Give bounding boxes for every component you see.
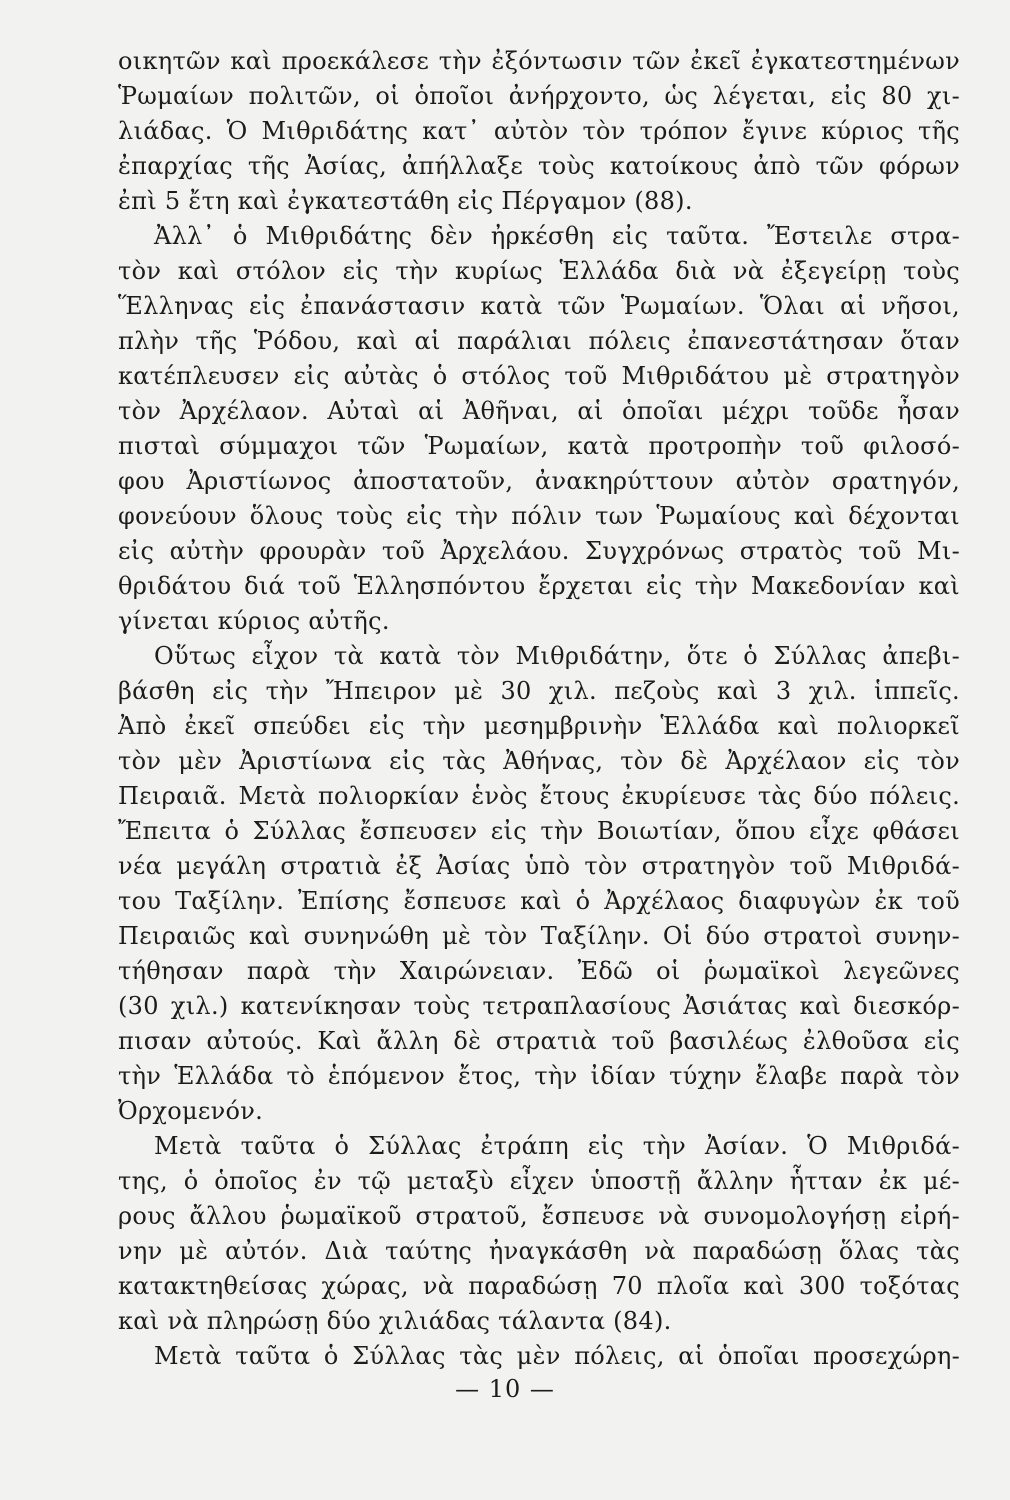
text-line: οικητῶν καὶ προεκάλεσε τὴν ἐξόντωσιν τῶν ἐκεῖ ἐγκατεστημένων: [118, 47, 960, 75]
text-line: βάσθη εἰς τὴν Ἤπειρον μὲ 30 χιλ. πεζοὺς καὶ 3 χιλ. ἱππεῖς.: [118, 677, 960, 705]
text-line: πισταὶ σύμμαχοι τῶν Ῥωμαίων, κατὰ προτροπὴν τοῦ φιλοσό-: [118, 432, 960, 460]
text-line: πλὴν τῆς Ῥόδου, καὶ αἱ παράλιαι πόλεις ἐπανεστάτησαν ὅταν: [118, 327, 960, 355]
text-line: φου Ἀριστίωνος ἀποστατοῦν, ἀνακηρύττουν αὐτὸν σρατηγόν,: [118, 467, 960, 495]
text-line: τὸν μὲν Ἀριστίωνα εἰς τὰς Ἀθήνας, τὸν δὲ Ἀρχέλαον εἰς τὸν: [118, 747, 960, 775]
text-line: της, ὁ ὁποῖος ἐν τῷ μεταξὺ εἶχεν ὑποστῇ ἄλλην ἧτταν ἐκ μέ-: [118, 1167, 960, 1195]
text-line: Ἀπὸ ἐκεῖ σπεύδει εἰς τὴν μεσημβρινὴν Ἑλλάδα καὶ πολιορκεῖ: [118, 712, 960, 740]
text-line: ἐπαρχίας τῆς Ἀσίας, ἀπήλλαξε τοὺς κατοίκους ἀπὸ τῶν φόρων: [118, 152, 960, 180]
text-line: Ἔπειτα ὁ Σύλλας ἔσπευσεν εἰς τὴν Βοιωτίαν, ὅπου εἶχε φθάσει: [118, 817, 960, 845]
text-line: νέα μεγάλη στρατιὰ ἐξ Ἀσίας ὑπὸ τὸν στρατηγὸν τοῦ Μιθριδά-: [118, 852, 960, 880]
text-line: νην μὲ αὐτόν. Διὰ ταύτης ἠναγκάσθη νὰ παραδώσῃ ὅλας τὰς: [118, 1237, 960, 1265]
page-number: — 10 —: [455, 1375, 555, 1403]
text-line: Ἀλλ᾽ ὁ Μιθριδάτης δὲν ἠρκέσθη εἰς ταῦτα. Ἔστειλε στρα-: [154, 222, 960, 250]
text-line: τὸν Ἀρχέλαον. Αὐταὶ αἱ Ἀθῆναι, αἱ ὁποῖαι μέχρι τοῦδε ἦσαν: [118, 397, 960, 425]
text-line: κατέπλευσεν εἰς αὐτὰς ὁ στόλος τοῦ Μιθριδάτου μὲ στρατηγὸν: [118, 362, 960, 390]
text-line: τὸν καὶ στόλον εἰς τὴν κυρίως Ἑλλάδα διὰ νὰ ἐξεγείρῃ τοὺς: [118, 257, 960, 285]
text-line: Πειραιᾶ. Μετὰ πολιορκίαν ἑνὸς ἔτους ἐκυρίευσε τὰς δύο πόλεις.: [118, 782, 960, 810]
text-line: ἐπὶ 5 ἔτη καὶ ἐγκατεστάθη εἰς Πέργαμον (88).: [118, 187, 693, 215]
text-line: Μετὰ ταῦτα ὁ Σύλλας τὰς μὲν πόλεις, αἱ ὁποῖαι προσεχώρη-: [154, 1342, 960, 1370]
text-line: Ἕλληνας εἰς ἐπανάστασιν κατὰ τῶν Ῥωμαίων. Ὅλαι αἱ νῆσοι,: [118, 292, 960, 320]
text-line: θριδάτου διά τοῦ Ἑλλησπόντου ἔρχεται εἰς τὴν Μακεδονίαν καὶ: [118, 572, 960, 600]
text-line: κατακτηθείσας χώρας, νὰ παραδώσῃ 70 πλοῖα καὶ 300 τοξότας: [118, 1272, 960, 1300]
text-line: καὶ νὰ πληρώσῃ δύο χιλιάδας τάλαντα (84).: [118, 1307, 672, 1335]
text-line: λιάδας. Ὁ Μιθριδάτης κατ᾽ αὐτὸν τὸν τρόπον ἔγινε κύριος τῆς: [118, 117, 960, 145]
text-line: τήθησαν παρὰ τὴν Χαιρώνειαν. Ἐδῶ οἱ ῥωμαϊκοὶ λεγεῶνες: [118, 957, 960, 985]
text-line: φονεύουν ὅλους τοὺς εἰς τὴν πόλιν των Ῥωμαίους καὶ δέχονται: [118, 502, 960, 530]
text-line: Ὀρχομενόν.: [118, 1097, 264, 1125]
text-line: Οὕτως εἶχον τὰ κατὰ τὸν Μιθριδάτην, ὅτε ὁ Σύλλας ἀπεβι-: [154, 642, 960, 670]
text-line: Ῥωμαίων πολιτῶν, οἱ ὁποῖοι ἀνήρχοντο, ὡς λέγεται, εἰς 80 χι-: [118, 82, 960, 110]
text-line: ρους ἄλλου ῥωμαϊκοῦ στρατοῦ, ἔσπευσε νὰ συνομολογήσῃ εἰρή-: [118, 1202, 960, 1230]
text-line: τὴν Ἑλλάδα τὸ ἑπόμενον ἔτος, τὴν ἰδίαν τύχην ἔλαβε παρὰ τὸν: [118, 1062, 960, 1090]
text-line: Πειραιῶς καὶ συνηνώθη μὲ τὸν Ταξίλην. Οἱ δύο στρατοὶ συνην-: [118, 922, 960, 950]
text-line: πισαν αὐτούς. Καὶ ἄλλη δὲ στρατιὰ τοῦ βασιλέως ἐλθοῦσα εἰς: [118, 1027, 960, 1055]
text-line: του Ταξίλην. Ἐπίσης ἔσπευσε καὶ ὁ Ἀρχέλαος διαφυγὼν ἐκ τοῦ: [118, 887, 960, 915]
text-line: Μετὰ ταῦτα ὁ Σύλλας ἐτράπη εἰς τὴν Ἀσίαν. Ὁ Μιθριδά-: [154, 1132, 960, 1160]
body-text: [118, 44, 960, 1374]
text-line: εἰς αὐτὴν φρουρὰν τοῦ Ἀρχελάου. Συγχρόνως στρατὸς τοῦ Μι-: [118, 537, 960, 565]
text-line: (30 χιλ.) κατενίκησαν τοὺς τετραπλασίους Ἀσιάτας καὶ διεσκόρ-: [118, 992, 960, 1020]
text-line: γίνεται κύριος αὐτῆς.: [118, 607, 390, 635]
